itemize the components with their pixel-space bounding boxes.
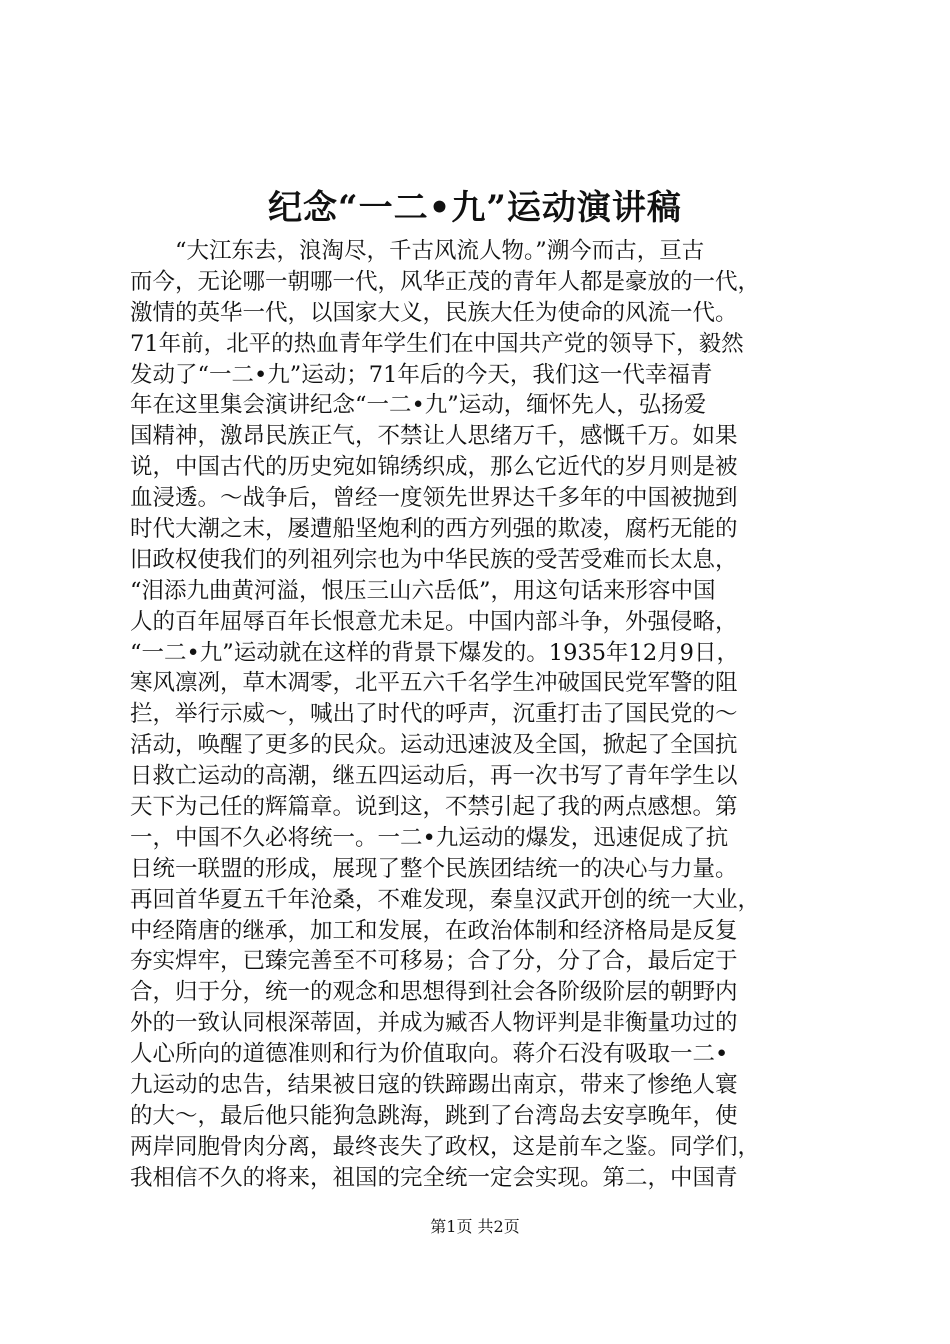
- body-line: 一，中国不久必将统一。一二•九运动的爆发，迅速促成了抗: [130, 824, 729, 851]
- body-line: 发动了“一二•九”运动；71年后的今天，我们这一代幸福青: [130, 361, 713, 388]
- body-line: 而今，无论哪一朝哪一代，风华正茂的青年人都是豪放的一代，: [130, 268, 761, 295]
- body-line: 说，中国古代的历史宛如锦绣织成，那么它近代的岁月则是被: [130, 454, 738, 481]
- body-line: 外的一致认同根深蒂固，并成为臧否人物评判是非衡量功过的: [130, 1010, 738, 1037]
- body-line: 的大～，最后他只能狗急跳海，跳到了台湾岛去安享晚年，使: [130, 1102, 738, 1129]
- document-body: [130, 236, 830, 1194]
- body-line: 我相信不久的将来，祖国的完全统一定会实现。第二，中国青: [130, 1164, 738, 1191]
- body-line: 71年前，北平的热血青年学生们在中国共产党的领导下，毅然: [130, 330, 744, 357]
- body-line: 国精神，激昂民族正气，不禁让人思绪万千，感慨千万。如果: [130, 423, 738, 450]
- body-line: 夯实焊牢，已臻完善至不可移易；合了分，分了合，最后定于: [130, 948, 738, 975]
- body-line: 人的百年屈辱百年长恨意尤未足。中国内部斗争，外强侵略，: [130, 608, 738, 635]
- body-line: “大江东去，浪淘尽，千古风流人物。”溯今而古，亘古: [130, 238, 705, 264]
- body-line: “一二•九”运动就在这样的背景下爆发的。1935年12月9日，: [130, 639, 739, 666]
- body-line: 合，归于分，统一的观念和思想得到社会各阶级阶层的朝野内: [130, 979, 738, 1006]
- body-line: 中经隋唐的继承，加工和发展，在政治体制和经济格局是反复: [130, 917, 738, 944]
- body-line: 拦，举行示威～，喊出了时代的呼声，沉重打击了国民党的～: [130, 701, 738, 728]
- body-line: 激情的英华一代，以国家大义，民族大任为使命的风流一代。: [130, 299, 738, 326]
- body-line: 两岸同胞骨肉分离，最终丧失了政权，这是前车之鉴。同学们，: [130, 1133, 761, 1160]
- body-line: 日救亡运动的高潮，继五四运动后，再一次书写了青年学生以: [130, 763, 738, 790]
- body-line: 年在这里集会演讲纪念“一二•九”运动，缅怀先人，弘扬爱: [130, 392, 707, 419]
- body-line: 人心所向的道德准则和行为价值取向。蒋介石没有吸取一二•: [130, 1041, 729, 1068]
- body-line: 旧政权使我们的列祖列宗也为中华民族的受苦受难而长太息，: [130, 546, 738, 573]
- body-line: 时代大潮之末，屡遭船坚炮利的西方列强的欺凌，腐朽无能的: [130, 516, 738, 543]
- body-line: “泪添九曲黄河溢，恨压三山六岳低”，用这句话来形容中国: [130, 577, 716, 604]
- body-line: 再回首华夏五千年沧桑，不难发现，秦皇汉武开创的统一大业，: [130, 886, 761, 913]
- body-line: 日统一联盟的形成，展现了整个民族团结统一的决心与力量。: [130, 855, 738, 882]
- document-title: 纪念“一二•九”运动演讲稿: [268, 188, 682, 228]
- body-line: 寒风凛冽，草木凋零，北平五六千名学生冲破国民党军警的阻: [130, 670, 738, 697]
- body-line: 活动，唤醒了更多的民众。运动迅速波及全国，掀起了全国抗: [130, 732, 738, 759]
- page-footer: 第1页 共2页: [430, 1217, 520, 1236]
- body-line: 九运动的忠告，结果被日寇的铁蹄踢出南京，带来了惨绝人寰: [130, 1072, 738, 1099]
- body-line: 血浸透。～战争后，曾经一度领先世界达千多年的中国被抛到: [130, 485, 738, 512]
- body-line: 天下为己任的辉篇章。说到这，不禁引起了我的两点感想。第: [130, 794, 738, 821]
